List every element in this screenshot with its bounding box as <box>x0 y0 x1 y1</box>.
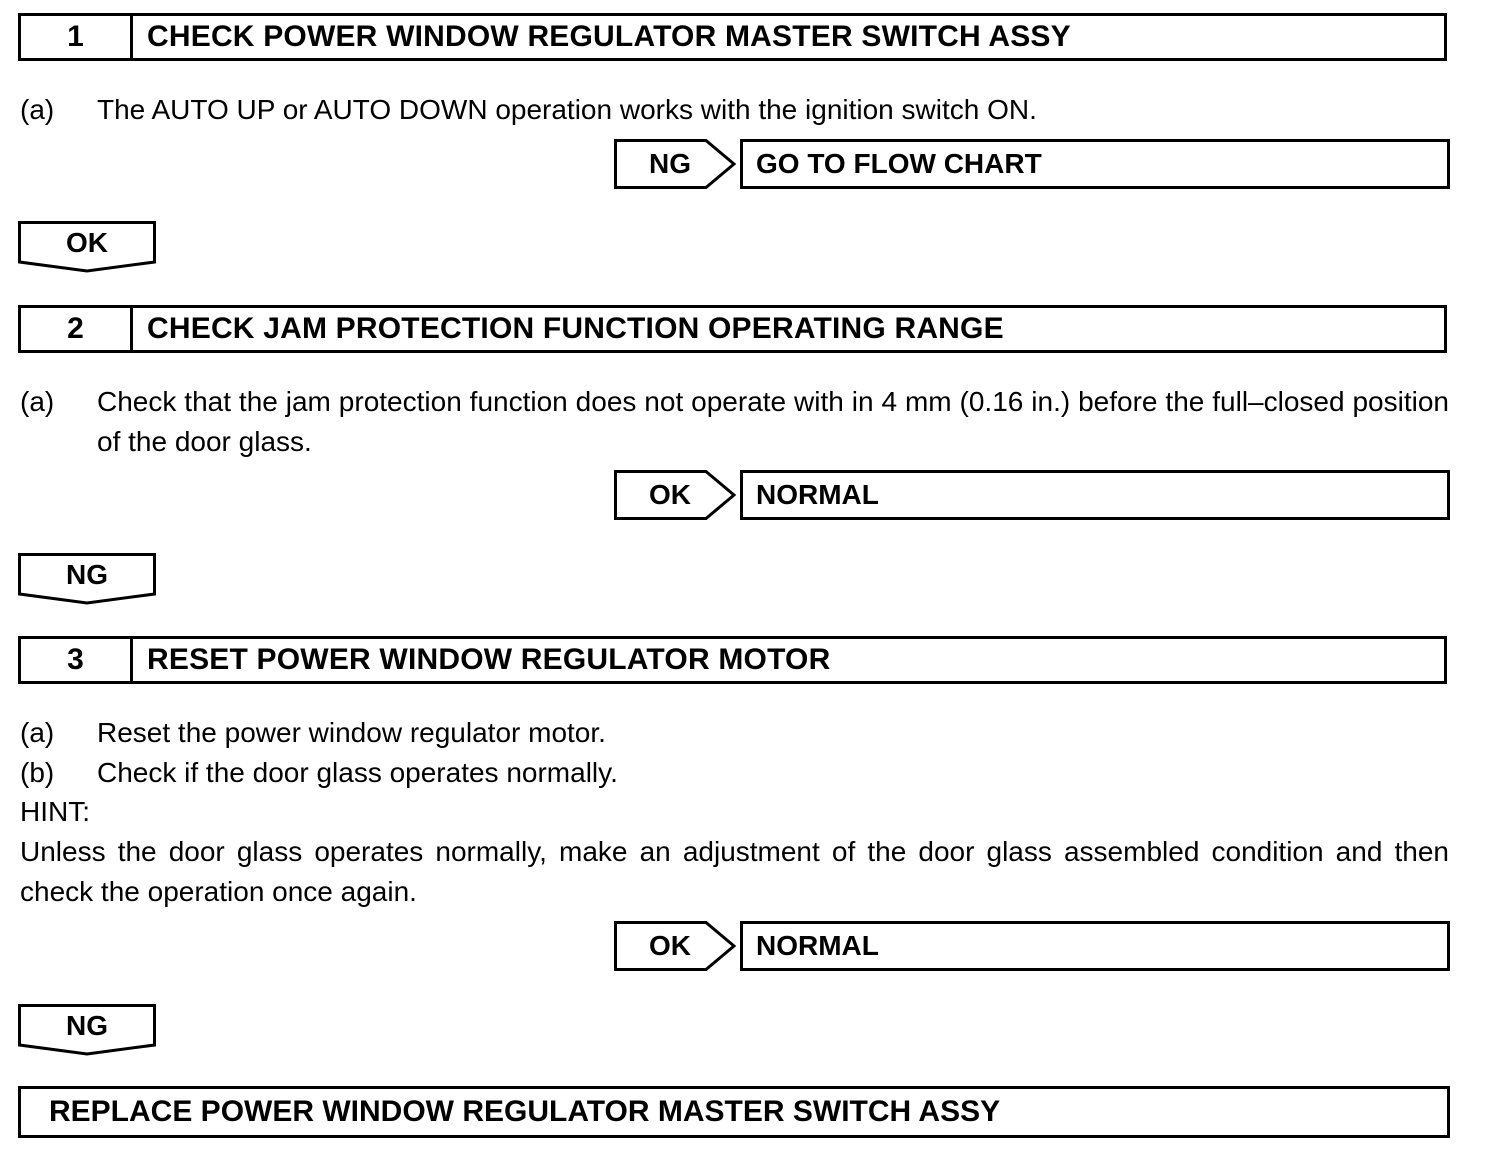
step-2-header <box>18 305 1447 353</box>
item-label: (a) <box>20 386 55 417</box>
item-text: Check that the jam protection function does not operate with in 4 mm (0.16 in.) before the full–closed position of the door glass. <box>97 386 1449 457</box>
flow-tag-label: OK <box>66 227 108 258</box>
result-row <box>614 921 1450 971</box>
step-title: CHECK JAM PROTECTION FUNCTION OPERATING RANGE <box>147 312 1004 345</box>
step-3-header <box>18 636 1447 684</box>
step-number: 1 <box>21 16 133 58</box>
result-row <box>614 139 1450 189</box>
result-tag-label: NG <box>649 148 691 179</box>
hint-text: Unless the door glass operates normally, make an adjustment of the door glass assembled condition and then check the operation once again. <box>20 836 1449 907</box>
item-label: (a) <box>20 717 55 748</box>
final-action: REPLACE POWER WINDOW REGULATOR MASTER SWITCH ASSY <box>18 1086 1450 1138</box>
flow-tag-label: NG <box>66 559 108 590</box>
item-label: (b) <box>20 757 55 788</box>
flow-tag-label: NG <box>66 1010 108 1041</box>
step-number: 2 <box>21 308 133 350</box>
flow-tag <box>18 553 156 605</box>
item-text: The AUTO UP or AUTO DOWN operation works with the ignition switch ON. <box>97 94 1037 125</box>
result-box: NORMAL <box>740 470 1450 520</box>
step-title: RESET POWER WINDOW REGULATOR MOTOR <box>147 643 831 676</box>
step-number: 3 <box>21 639 133 681</box>
flow-tag <box>18 221 156 273</box>
hint-label: HINT: <box>20 796 90 827</box>
flow-tag <box>18 1004 156 1056</box>
result-box: GO TO FLOW CHART <box>740 139 1450 189</box>
result-row <box>614 470 1450 520</box>
item-text: Reset the power window regulator motor. <box>97 717 606 748</box>
result-tag-label: OK <box>649 930 691 961</box>
result-tag-label: OK <box>649 479 691 510</box>
step-title: CHECK POWER WINDOW REGULATOR MASTER SWITCH ASSY <box>147 20 1071 53</box>
item-label: (a) <box>20 94 55 125</box>
item-text: Check if the door glass operates normally. <box>97 757 618 788</box>
step-1-header <box>18 13 1447 61</box>
result-box: NORMAL <box>740 921 1450 971</box>
